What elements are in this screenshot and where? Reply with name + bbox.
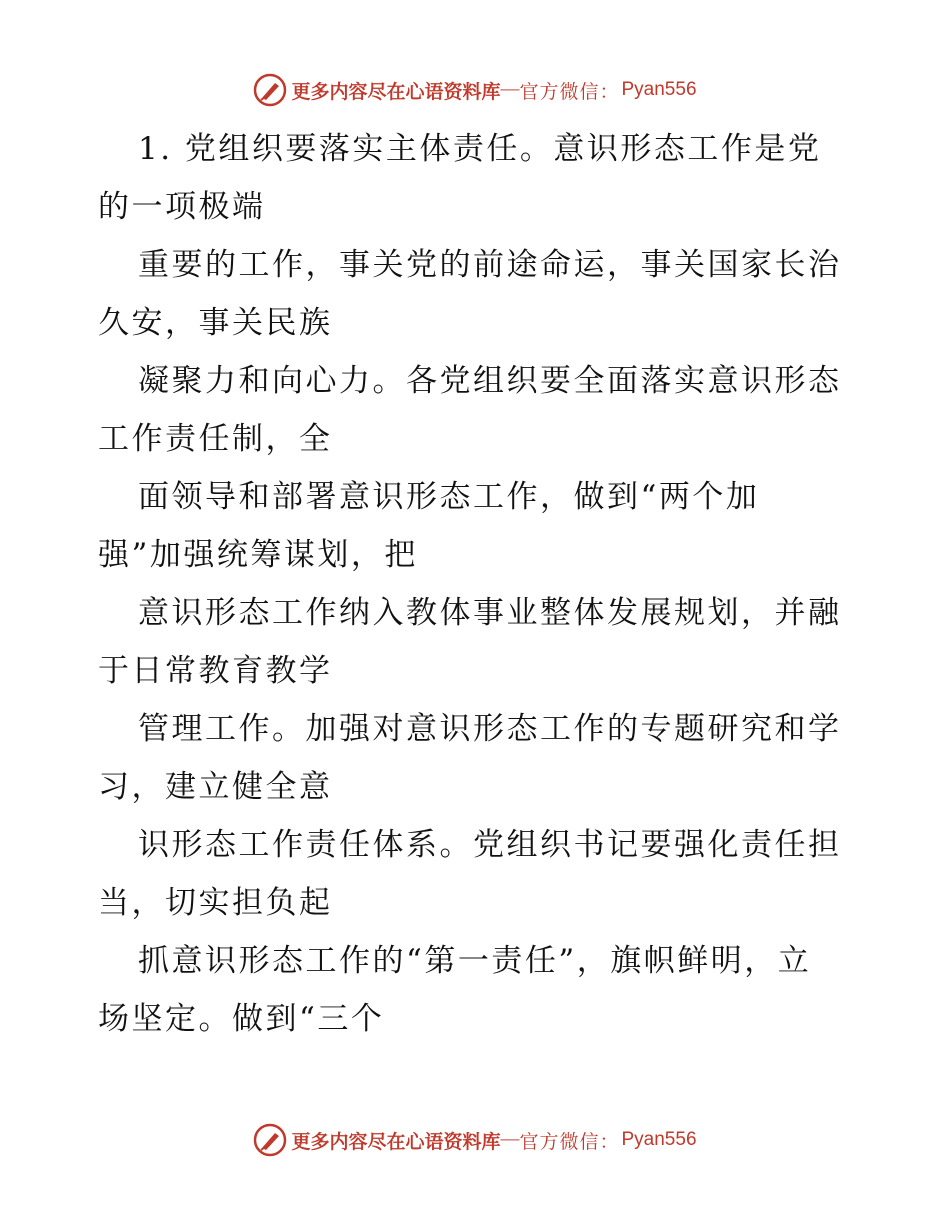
document-body xyxy=(98,120,858,1048)
text-line: 于日常教育教学 xyxy=(98,653,333,689)
watermark-official-label: 官方微信： xyxy=(519,81,620,103)
text-line: 习，建立健全意 xyxy=(98,769,333,805)
text-line: 强”加强统筹谋划，把 xyxy=(98,537,418,573)
text-line: 当，切实担负起 xyxy=(98,885,333,921)
watermark-official-label: 官方微信： xyxy=(519,1131,620,1153)
watermark-separator: — xyxy=(500,79,520,100)
text-line: 面领导和部署意识形态工作，做到“两个加 xyxy=(138,479,760,515)
text-line: 识形态工作责任体系。党组织书记要强化责任担 xyxy=(138,827,842,863)
text-line: 重要的工作，事关党的前途命运，事关国家长治 xyxy=(138,247,842,283)
text-line: 1. 党组织要落实主体责任。意识形态工作是党 xyxy=(138,131,822,167)
quill-pen-logo-icon xyxy=(253,1123,287,1157)
watermark-site-text: 更多内容尽在心语资料库 xyxy=(291,81,501,103)
watermark-site-text: 更多内容尽在心语资料库 xyxy=(291,1131,501,1153)
header-watermark xyxy=(0,70,950,110)
text-line: 抓意识形态工作的“第一责任”，旗帜鲜明，立 xyxy=(138,943,812,979)
text-line: 凝聚力和向心力。各党组织要全面落实意识形态 xyxy=(138,363,842,399)
text-line: 管理工作。加强对意识形态工作的专题研究和学 xyxy=(138,711,842,747)
text-line: 场坚定。做到“三个 xyxy=(98,1001,385,1037)
text-line: 工作责任制，全 xyxy=(98,421,333,457)
watermark-wechat-id: Pyan556 xyxy=(621,1129,697,1150)
watermark-separator: — xyxy=(500,1129,520,1150)
text-line: 久安，事关民族 xyxy=(98,305,333,341)
footer-watermark xyxy=(0,1120,950,1160)
text-line: 意识形态工作纳入教体事业整体发展规划，并融 xyxy=(138,595,842,631)
quill-pen-logo-icon xyxy=(253,73,287,107)
watermark-wechat-id: Pyan556 xyxy=(621,79,697,100)
text-line: 的一项极端 xyxy=(98,189,266,225)
